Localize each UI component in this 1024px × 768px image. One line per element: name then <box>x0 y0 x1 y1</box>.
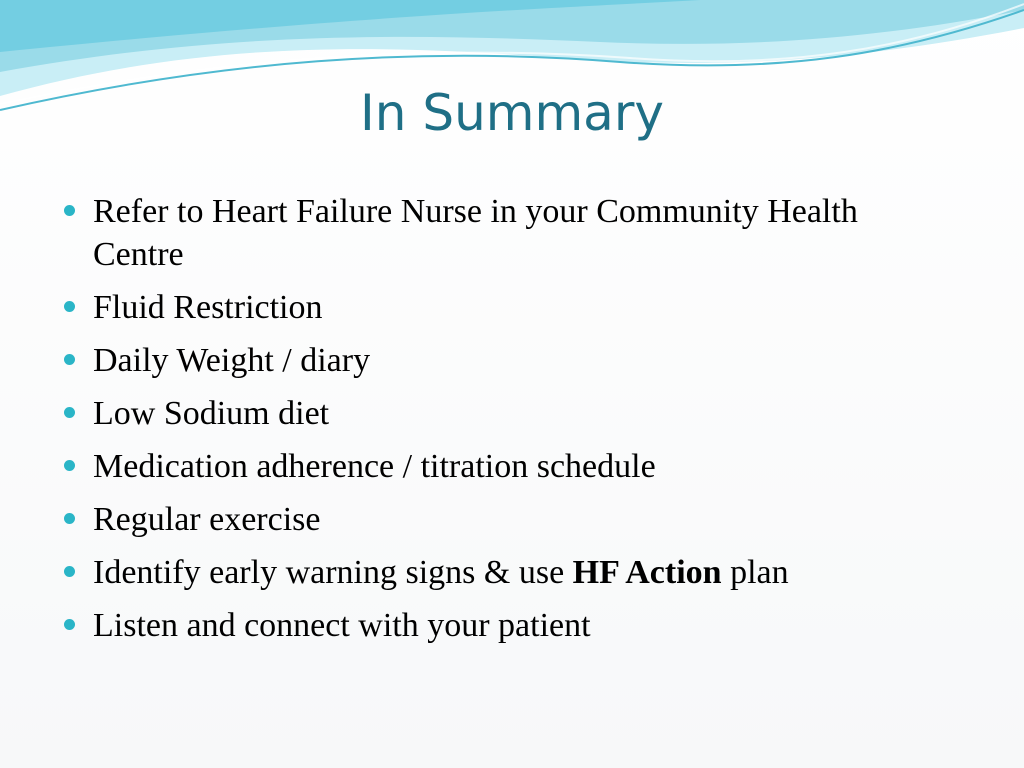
bullet-dot-icon <box>64 566 75 577</box>
bullet-dot-icon <box>64 513 75 524</box>
bullet-item <box>64 551 914 594</box>
bullet-item <box>64 392 914 435</box>
bullet-item <box>64 339 914 382</box>
bullet-item <box>64 445 914 488</box>
bullet-dot-icon <box>64 205 75 216</box>
bullet-item <box>64 190 914 276</box>
bullet-text: Medication adherence / titration schedule <box>93 448 656 485</box>
bullet-item <box>64 498 914 541</box>
bullet-dot-icon <box>64 354 75 365</box>
bullet-text-before: Identify early warning signs & use <box>93 554 573 591</box>
bullet-item <box>64 604 914 647</box>
slide-title: In Summary <box>360 84 664 142</box>
bullet-dot-icon <box>64 460 75 471</box>
bullet-text-after: plan <box>721 554 789 591</box>
bullet-text: Fluid Restriction <box>93 289 323 326</box>
bullet-dot-icon <box>64 301 75 312</box>
bullet-text: Regular exercise <box>93 501 321 538</box>
bullet-text: Daily Weight / diary <box>93 342 371 379</box>
bullet-item <box>64 286 914 329</box>
bullet-dot-icon <box>64 619 75 630</box>
bullet-text: Listen and connect with your patient <box>93 607 591 644</box>
bullet-list <box>64 190 914 657</box>
bullet-text-bold: HF Action <box>572 554 722 591</box>
bullet-text: Refer to Heart Failure Nurse in your Community Health Centre <box>93 193 858 273</box>
bullet-text: Low Sodium diet <box>93 395 330 432</box>
bullet-dot-icon <box>64 407 75 418</box>
